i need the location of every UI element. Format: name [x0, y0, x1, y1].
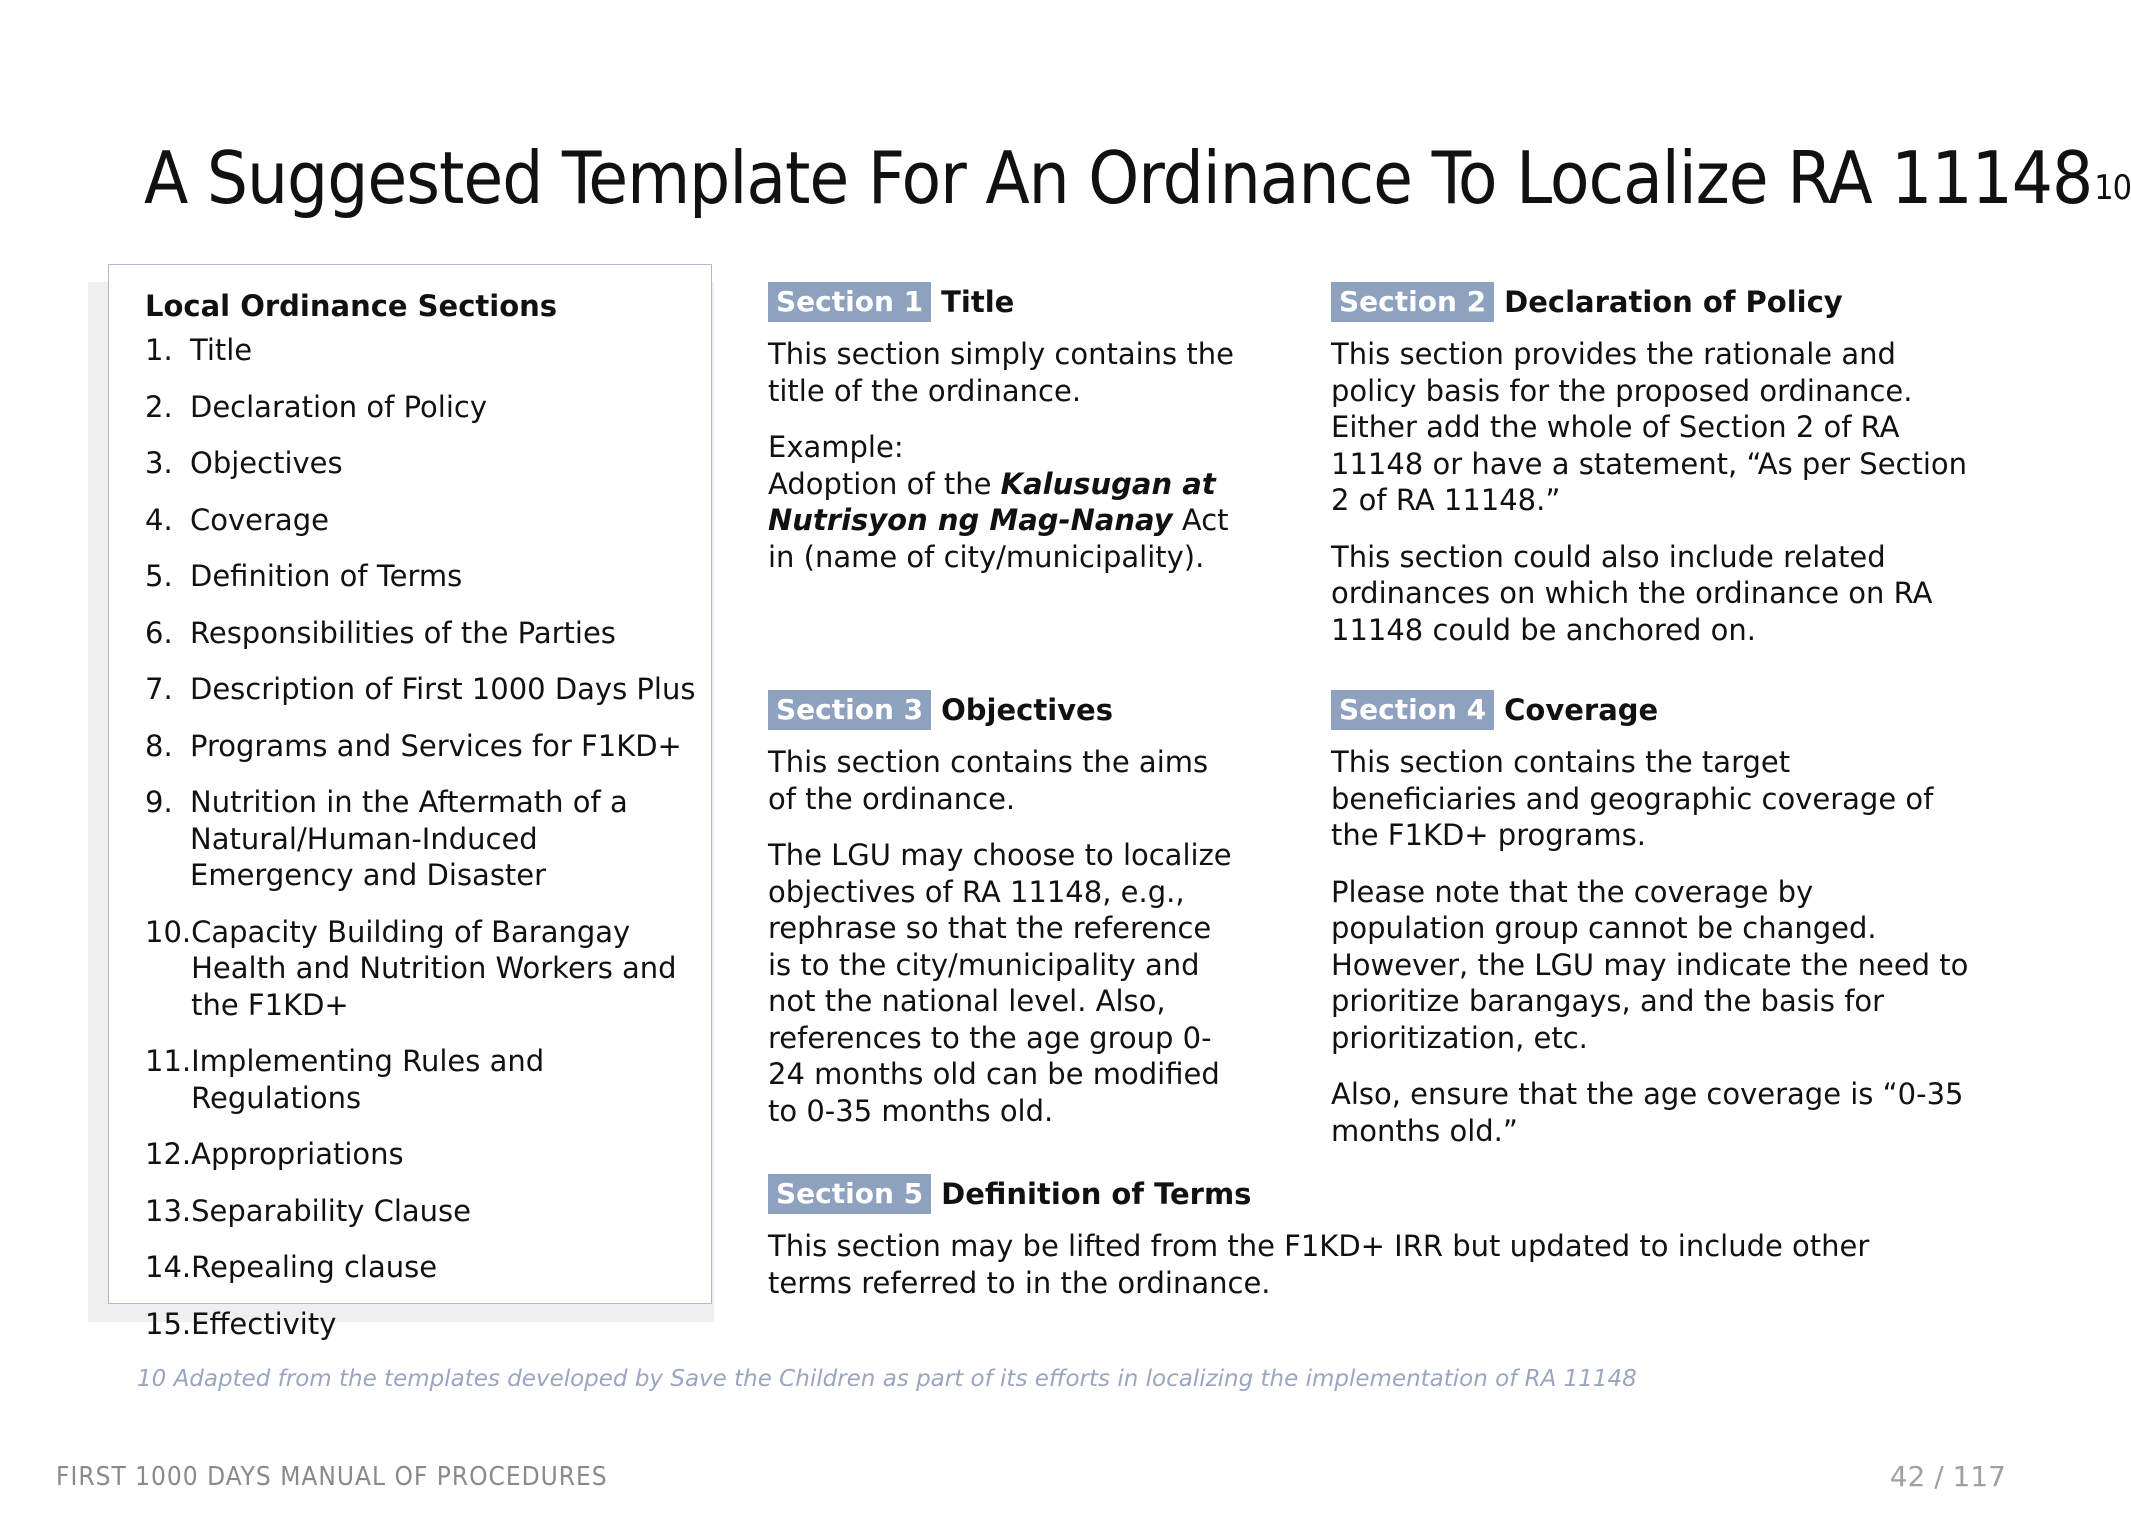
example-act-name: Kalusugan at Nutrisyon ng Mag-Nanay	[768, 466, 1216, 537]
list-item-label: Responsibilities of the Parties	[190, 615, 616, 650]
page-title	[144, 128, 2131, 228]
section-2-declaration-of-policy	[1331, 282, 1971, 668]
list-item	[145, 502, 705, 539]
section-paragraph: This section could also include related ordinances on which the ordinance on RA 11148 could be anchored on.	[1331, 539, 1933, 647]
list-item-label: Capacity Building of Barangay Health and Nutrition Workers and the F1KD+	[191, 914, 677, 1022]
ordinance-sections-list	[145, 332, 705, 1362]
list-item	[145, 615, 705, 652]
list-item-number: 6.	[145, 615, 173, 650]
list-item-number: 11.	[145, 1044, 192, 1078]
example-label: Example:	[768, 430, 904, 464]
list-item	[145, 558, 705, 595]
list-item	[145, 1136, 705, 1173]
section-badge: Section 3	[768, 690, 931, 730]
section-header	[768, 1174, 1928, 1214]
section-badge: Section 2	[1331, 282, 1494, 322]
section-badge: Section 1	[768, 282, 931, 322]
footnote-ref[interactable]: 10	[2094, 168, 2131, 208]
list-item-number: 5.	[145, 559, 173, 593]
list-item	[145, 671, 705, 708]
list-item-label: Repealing clause	[191, 1250, 438, 1284]
list-item-label: Objectives	[190, 446, 343, 480]
list-item-number: 14.	[145, 1250, 192, 1284]
list-item	[145, 445, 705, 482]
section-heading: Declaration of Policy	[1504, 284, 1843, 319]
section-paragraph: This section simply contains the title of the ordinance.	[768, 337, 1234, 408]
list-item	[145, 728, 705, 765]
list-item	[145, 784, 705, 894]
section-paragraph: This section contains the target beneficiaries and geographic coverage of the F1KD+ programs.	[1331, 745, 1934, 852]
list-item	[145, 1249, 705, 1286]
list-item-label: Title	[190, 333, 253, 367]
section-paragraph: Please note that the coverage by population group cannot be changed. However, the LGU may indicate the need to prioritize barangays, and the basis for prioritization, etc.	[1331, 874, 1969, 1055]
example-text-post: Act in (name of city/municipality).	[768, 503, 1229, 574]
list-item-number: 4.	[145, 502, 173, 537]
sidebar-heading: Local Ordinance Sections	[145, 289, 558, 323]
list-item	[145, 389, 705, 426]
list-item-number: 9.	[145, 785, 173, 819]
list-item-number: 13.	[145, 1193, 192, 1228]
list-item-number: 8.	[145, 728, 173, 763]
footnote: 10 Adapted from the templates developed by Save the Children as part of its efforts in localizing the implementation of RA 11148	[137, 1366, 1637, 1392]
section-paragraph: The LGU may choose to localize objectives of RA 11148, e.g., rephrase so that the reference is to the city/municipality and not the national level. Also, references to the age group 0-24 months old can be modified to 0-35 months old.	[768, 838, 1232, 1128]
section-1-title	[768, 282, 1238, 595]
list-item-label: Definition of Terms	[190, 559, 463, 593]
list-item-label: Implementing Rules and Regulations	[191, 1044, 545, 1115]
list-item-number: 1.	[145, 333, 173, 367]
section-paragraph: Also, ensure that the age coverage is “0-35 months old.”	[1331, 1077, 1964, 1148]
list-item-number: 7.	[145, 672, 173, 706]
list-item-label: Coverage	[190, 502, 329, 537]
list-item-number: 3.	[145, 446, 173, 480]
list-item	[145, 914, 705, 1024]
list-item	[145, 1193, 705, 1230]
example-text-pre: Adoption of the	[768, 466, 1001, 501]
section-badge: Section 5	[768, 1174, 931, 1214]
list-item-label: Programs and Services for F1KD+	[190, 728, 682, 763]
list-item-number: 12.	[145, 1137, 192, 1171]
page-number: 42 / 117	[1889, 1460, 2006, 1493]
footer-document-title: FIRST 1000 DAYS MANUAL OF PROCEDURES	[56, 1462, 608, 1492]
list-item	[145, 332, 705, 369]
section-header	[1331, 282, 1971, 322]
list-item-label: Effectivity	[191, 1306, 337, 1341]
section-4-coverage	[1331, 690, 1971, 1169]
section-paragraph: This section may be lifted from the F1KD+ IRR but updated to include other terms referred to in the ordinance.	[768, 1229, 1870, 1300]
section-header	[768, 282, 1238, 322]
section-header	[1331, 690, 1971, 730]
page-title-text: A Suggested Template For An Ordinance To Localize RA 11148	[144, 136, 2093, 220]
list-item	[145, 1306, 705, 1343]
section-header	[768, 690, 1238, 730]
section-example	[768, 429, 1238, 575]
section-badge: Section 4	[1331, 690, 1494, 730]
list-item-label: Appropriations	[191, 1137, 404, 1171]
list-item-label: Nutrition in the Aftermath of a Natural/Human-Induced Emergency and Disaster	[190, 785, 628, 892]
section-heading: Definition of Terms	[941, 1176, 1252, 1211]
list-item-label: Declaration of Policy	[190, 389, 487, 424]
section-heading: Title	[941, 284, 1015, 319]
section-paragraph: This section contains the aims of the ordinance.	[768, 745, 1209, 816]
list-item-label: Description of First 1000 Days Plus	[190, 672, 696, 706]
list-item-number: 2.	[145, 389, 173, 424]
list-item-number: 15.	[145, 1306, 192, 1341]
list-item	[145, 1043, 705, 1116]
section-paragraph: This section provides the rationale and policy basis for the proposed ordinance. Either add the whole of Section 2 of RA 11148 or have a statement, “As per Section 2 of RA 11148.”	[1331, 337, 1968, 517]
section-heading: Objectives	[941, 692, 1113, 727]
section-3-objectives	[768, 690, 1238, 1149]
section-heading: Coverage	[1504, 692, 1659, 727]
section-5-definition-of-terms	[768, 1174, 1928, 1321]
list-item-number: 10.	[145, 914, 192, 949]
list-item-label: Separability Clause	[191, 1193, 471, 1228]
